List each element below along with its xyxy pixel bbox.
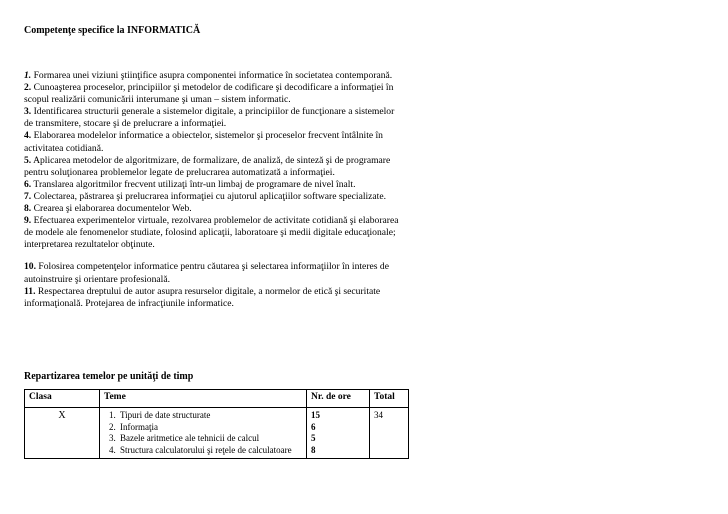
hours-value: 8 — [311, 444, 316, 455]
clasa-cell: X — [25, 408, 100, 459]
competency-number: 6. — [24, 178, 32, 190]
competency-text: Folosirea competenţelor informatice pentru căutarea şi selectarea informaţiilor în interes de autoinstruire şi orientare profesională. — [24, 261, 389, 285]
competency-text: Translarea algoritmilor frecvent utilizaţi într-un limbaj de programare de nivel înalt. — [31, 178, 356, 190]
competency-number: 3. — [24, 106, 32, 118]
teme-cell — [100, 408, 307, 459]
competency-number: 4. — [24, 130, 32, 142]
competency-item — [24, 215, 399, 251]
document-title: Competenţe specifice la INFORMATICĂ — [24, 25, 201, 36]
list-item: 3. Bazele aritmetice ale tehnicii de calcul — [118, 433, 302, 445]
competency-item — [24, 191, 399, 203]
competency-item — [24, 106, 399, 130]
header-ore: Nr. de ore — [307, 390, 370, 408]
competency-text: Respectarea dreptului de autor asupra resurselor digitale, a normelor de etică şi securitate informaţională. Protejarea de infracţiunile informatice. — [24, 285, 381, 309]
header-total: Total — [370, 390, 409, 408]
competency-number: 8. — [24, 203, 32, 215]
topics-table — [24, 389, 409, 459]
list-item: 1. Tipuri de date structurate — [118, 410, 302, 422]
hours-value: 5 — [311, 433, 316, 443]
header-teme: Teme — [100, 390, 307, 408]
table-row — [25, 408, 409, 459]
section-subtitle: Repartizarea temelor pe unităţi de timp — [24, 371, 194, 382]
competency-text: Crearea şi elaborarea documentelor Web. — [31, 203, 192, 215]
table-header-row — [25, 390, 409, 408]
paragraph-spacer — [24, 251, 399, 261]
competency-item — [24, 261, 399, 285]
ore-cell — [307, 408, 370, 459]
competency-number: 1. — [24, 70, 32, 81]
total-cell: 34 — [370, 408, 409, 459]
competency-text: Identificarea structurii generale a sistemelor digitale, a principiilor de funcţionare a sistemelor de transmitere, stocare şi de prelucrare a informaţiei. — [24, 106, 395, 130]
competency-number: 9. — [24, 215, 32, 227]
competency-text: Cunoaşterea proceselor, principiilor şi metodelor de codificare şi decodificare a informaţiei în scopul realizării comunicării interumane şi uman – sistem informatic. — [24, 82, 394, 106]
competency-item — [24, 70, 399, 82]
competency-text: Formarea unei viziuni ştiinţifice asupra componentei informatice în societatea contemporană. — [31, 70, 393, 81]
competency-number: 11. — [24, 285, 36, 297]
competencies-list — [24, 70, 399, 310]
competency-item — [24, 203, 399, 215]
list-item: 4. Structura calculatorului şi reţele de calculatoare — [118, 445, 302, 457]
competency-text: Colectarea, păstrarea şi prelucrarea informaţiei cu ajutorul aplicaţiilor software specializate. — [31, 190, 386, 202]
competency-item — [24, 179, 399, 191]
competency-text: Efectuarea experimentelor virtuale, rezolvarea problemelor de activitate cotidiană şi elaborarea de modele ale fenomenelor studiate, folosind aplicaţii, laboratoare şi medii digitale educaţionale; interpretarea rezultatelor obţinute. — [24, 215, 399, 251]
competency-text: Aplicarea metodelor de algoritmizare, de formalizare, de analiză, de sinteză şi de programare pentru soluţionarea problemelor legate de prelucrarea automatizată a informaţiei. — [24, 154, 391, 178]
competency-number: 7. — [24, 190, 32, 202]
hours-value: 6 — [311, 421, 316, 432]
competency-item — [24, 155, 399, 179]
competency-text: Elaborarea modelelor informatice a obiectelor, sistemelor şi proceselor frecvent întâlnite în activitatea cotidiană. — [24, 130, 383, 154]
topic-list — [104, 410, 302, 456]
competency-item — [24, 286, 399, 310]
competency-item — [24, 130, 399, 154]
competency-item — [24, 82, 399, 106]
competency-number: 10. — [24, 261, 36, 273]
competency-number: 5. — [24, 154, 32, 166]
competency-number: 2. — [24, 82, 32, 94]
list-item: 2. Informaţia — [118, 422, 302, 434]
hours-value: 15 — [311, 410, 320, 420]
header-clasa: Clasa — [25, 390, 100, 408]
